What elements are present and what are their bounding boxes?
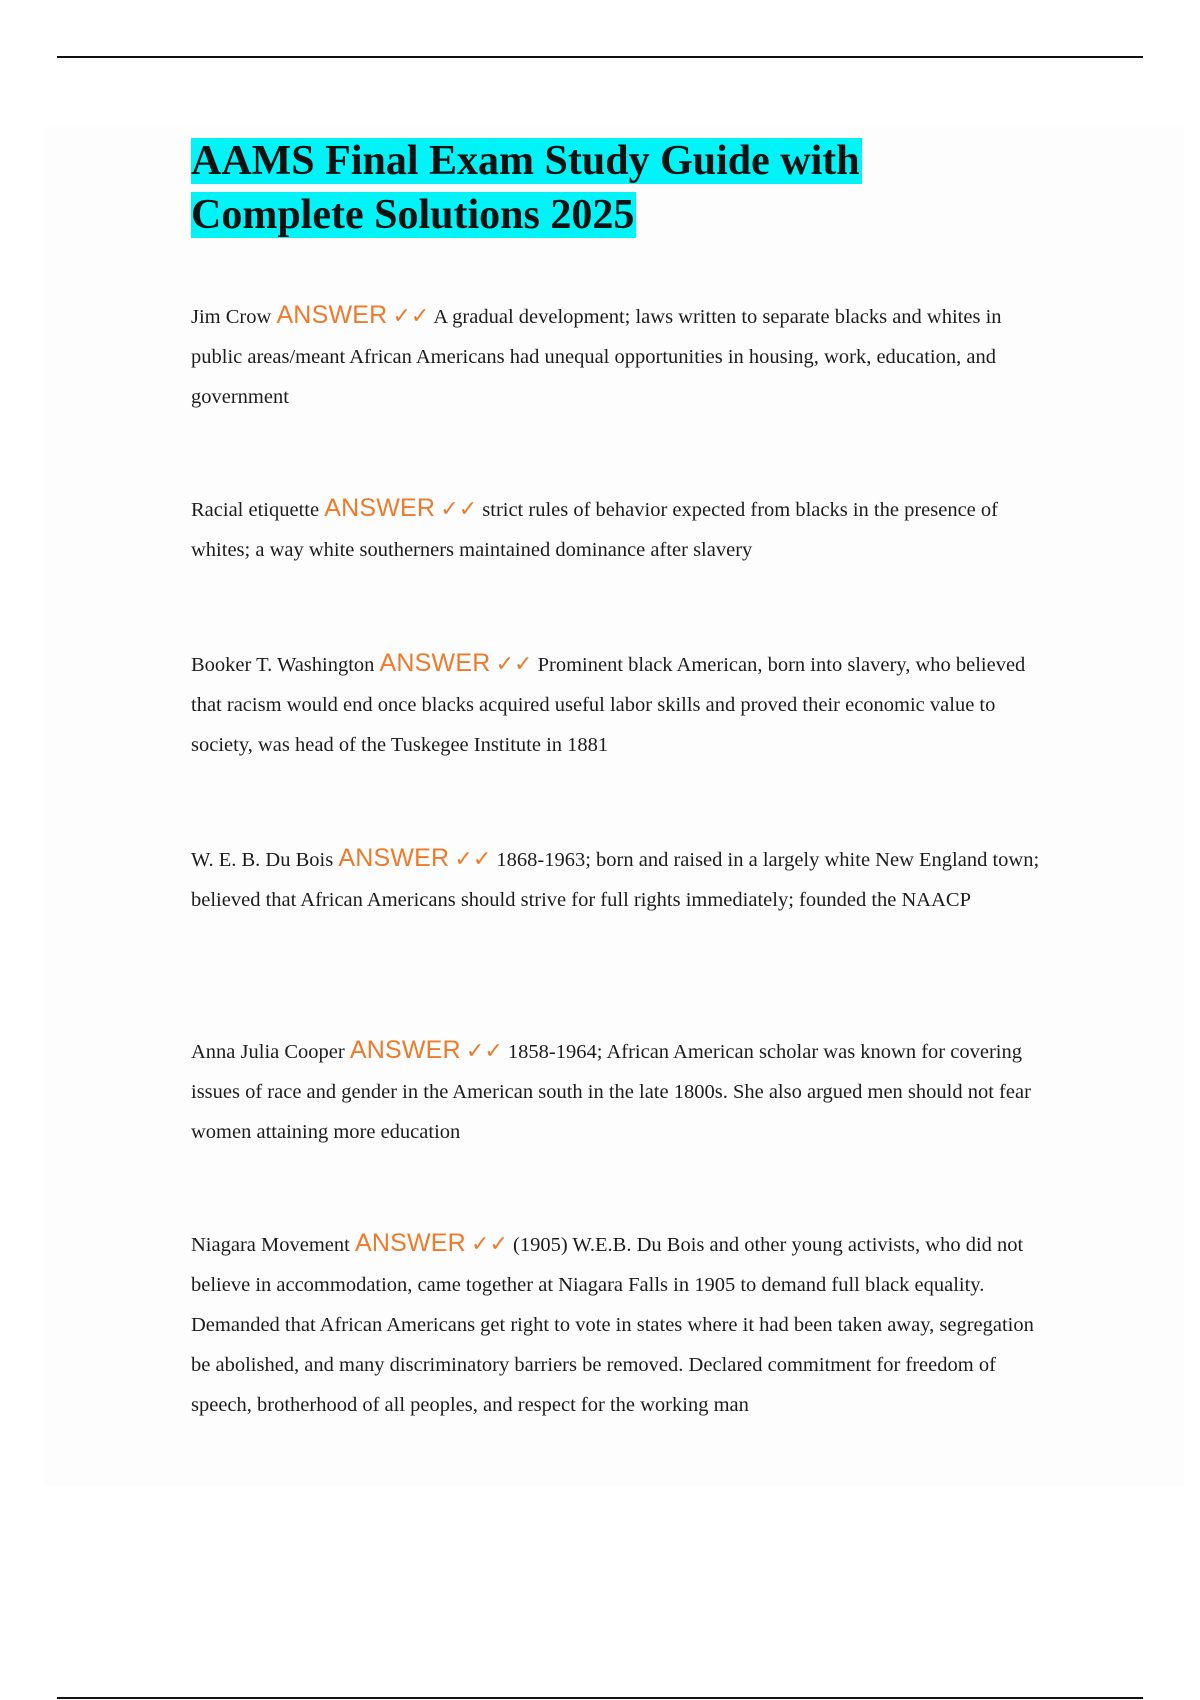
qa-entry-niagara-movement: [191, 1223, 1051, 1425]
check-icon: ✓✓: [454, 847, 492, 872]
check-icon: ✓✓: [471, 1232, 508, 1257]
definition: strict rules of behavior expected from blacks in the presence of whites; a way white southerners maintained dominance after slavery: [191, 499, 998, 561]
term: Racial etiquette: [191, 499, 320, 521]
top-rule: [57, 56, 1143, 58]
qa-entry-anna-julia-cooper: [191, 1030, 1051, 1152]
check-icon: ✓✓: [495, 652, 533, 677]
term: Anna Julia Cooper: [191, 1041, 345, 1063]
definition: Prominent black American, born into slavery, who believed that racism would end once blacks acquired useful labor skills and proved their economic value to society, was head of the Tuskegee Institute in 1881: [191, 654, 1026, 756]
term: Niagara Movement: [191, 1234, 350, 1256]
qa-entry-du-bois: [191, 838, 1051, 920]
answer-label: ANSWER: [276, 301, 388, 329]
answer-label: ANSWER: [354, 1229, 466, 1257]
bottom-rule: [57, 1697, 1143, 1699]
definition: 1858-1964; African American scholar was known for covering issues of race and gender in the American south in the late 1800s. She also argued men should not fear women attaining more education: [191, 1041, 1031, 1143]
term: W. E. B. Du Bois: [191, 849, 334, 871]
check-icon: ✓✓: [465, 1039, 503, 1064]
check-icon: ✓✓: [392, 304, 430, 329]
term: Booker T. Washington: [191, 654, 375, 676]
document-title: [191, 134, 931, 242]
check-icon: ✓✓: [440, 497, 478, 522]
term: Jim Crow: [191, 306, 272, 328]
definition: (1905) W.E.B. Du Bois and other young activists, who did not believe in accommodation, came together at Niagara Falls in 1905 to demand full black equality. Demanded that African Americans get right to vote in states where it had been taken away, segregation be abolished, and many discriminatory barriers be removed. Declared commitment for freedom of speech, brotherhood of all peoples, and respect for the working man: [191, 1234, 1034, 1416]
qa-entry-booker-t-washington: [191, 643, 1051, 765]
answer-label: ANSWER: [379, 649, 491, 677]
answer-label: ANSWER: [324, 494, 436, 522]
answer-label: ANSWER: [338, 844, 450, 872]
definition: A gradual development; laws written to separate blacks and whites in public areas/meant African Americans had unequal opportunities in housing, work, education, and government: [191, 306, 1002, 408]
title-highlight: AAMS Final Exam Study Guide with Complete Solutions 2025: [191, 138, 860, 238]
answer-label: ANSWER: [349, 1036, 461, 1064]
qa-entry-jim-crow: [191, 295, 1051, 417]
qa-entry-racial-etiquette: [191, 488, 1051, 570]
definition: 1868-1963; born and raised in a largely white New England town; believed that African Americans should strive for full rights immediately; founded the NAACP: [191, 849, 1040, 911]
